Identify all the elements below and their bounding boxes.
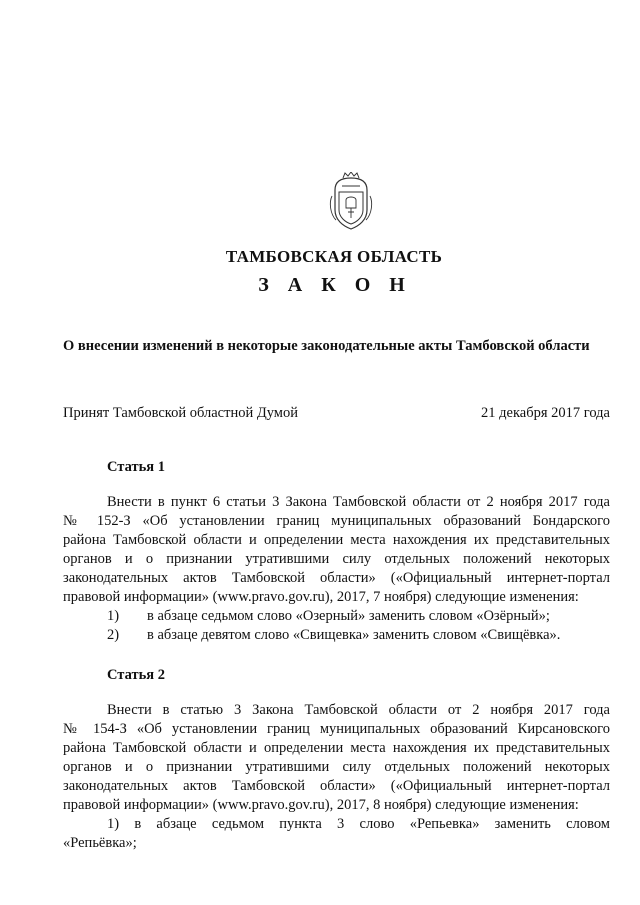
article-2-item-line: 1) в абзаце седьмом пункта 3 слово «Репьевка» заменить словом — [107, 816, 610, 832]
article-1-item — [107, 607, 550, 626]
adoption-line — [63, 405, 610, 422]
item-number: 1) — [107, 608, 120, 624]
item-text: в абзаце седьмом слово «Озерный» заменить словом «Озёрный»; — [147, 608, 550, 624]
article-1-line: района Тамбовской области и определении места нахождения их представительных — [63, 532, 610, 548]
article-2-line: № 154-З «Об установлении границ муниципальных образований Кирсановского — [63, 721, 610, 737]
article-2-line: законодательных актов Тамбовской области» («Официальный интернет-портал — [63, 778, 610, 794]
article-2-line: органов и о признании утратившими силу отдельных положений некоторых — [63, 759, 610, 775]
article-1-item — [107, 626, 560, 645]
article-1-line: № 152-З «Об установлении границ муниципальных образований Бондарского — [63, 513, 610, 529]
article-1-line: законодательных актов Тамбовской области» («Официальный интернет-портал — [63, 570, 610, 586]
article-2-body — [63, 701, 610, 815]
article-1-line: органов и о признании утратившими силу отдельных положений некоторых — [63, 551, 610, 567]
article-1-line: правовой информации» (www.pravo.gov.ru), 2017, 7 ноября) следующие изменения: — [63, 589, 579, 605]
adoption-date: 21 декабря 2017 года — [481, 405, 610, 421]
coat-of-arms-emblem — [326, 172, 376, 232]
article-2-line: района Тамбовской области и определении места нахождения их представительных — [63, 740, 610, 756]
article-2-line: правовой информации» (www.pravo.gov.ru), 2017, 8 ноября) следующие изменения: — [63, 797, 579, 813]
item-text: в абзаце девятом слово «Свищевка» заменить словом «Свищёвка». — [147, 627, 561, 643]
document-type-heading: З А К О Н — [258, 274, 412, 296]
article-2-line: Внести в статью 3 Закона Тамбовской области от 2 ноября 2017 года — [107, 702, 610, 718]
article-1-line: Внести в пункт 6 статьи 3 Закона Тамбовской области от 2 ноября 2017 года — [107, 494, 610, 510]
article-1-heading: Статья 1 — [107, 459, 165, 475]
article-2-item — [63, 815, 610, 853]
article-1-body — [63, 493, 610, 607]
region-heading: ТАМБОВСКАЯ ОБЛАСТЬ — [225, 247, 443, 266]
adopted-by: Принят Тамбовской областной Думой — [63, 405, 298, 421]
item-number: 2) — [107, 627, 120, 643]
article-2-heading: Статья 2 — [107, 667, 165, 683]
law-title: О внесении изменений в некоторые законодательные акты Тамбовской области — [63, 338, 590, 354]
article-2-item-line: «Репьёвка»; — [63, 835, 137, 851]
